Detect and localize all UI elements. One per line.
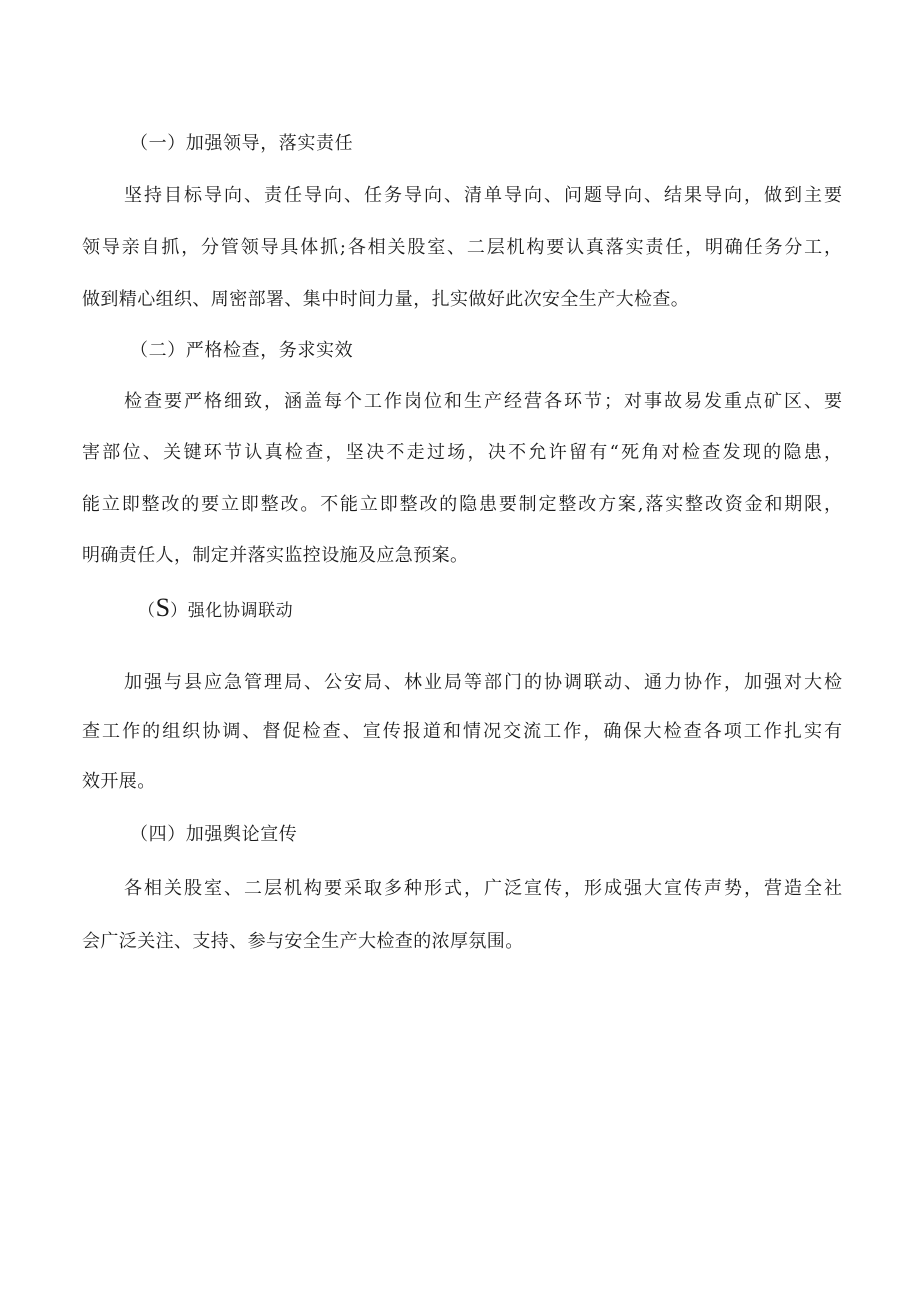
paragraph-line: 各相关股室、二层机构要采取多种形式，广泛宣传，形成强大宣传声势，营造全社 [124,878,842,899]
paragraph-line: 领导亲自抓，分管领导具体抓;各相关股室、二层机构要认真落实责任，明确任务分工， [82,237,842,258]
paragraph-line: 查工作的组织协调、督促检查、宣传报道和情况交流工作，确保大检查各项工作扎实有 [82,721,842,742]
paragraph-line: 害部位、关键环节认真检查，坚决不走过场，决不允许留有“死角对检查发现的隐患， [82,442,842,463]
section-heading-2: （二）严格检查，务求实效 [130,340,354,361]
heading-open-paren: （ [138,601,156,621]
heading-text: 强化协调联动 [187,601,294,621]
section-heading-4: （四）加强舆论宣传 [130,824,298,845]
paragraph-line: 能立即整改的要立即整改。不能立即整改的隐患要制定整改方案,落实整改资金和期限， [82,494,842,515]
section-heading-3 [138,595,293,624]
paragraph-line: 做到精心组织、周密部署、集中时间力量，扎实做好此次安全生产大检查。 [82,289,690,310]
paragraph-line: 会广泛关注、支持、参与安全生产大检查的浓厚氛围。 [82,931,524,952]
section-heading-1: （一）加强领导，落实责任 [130,133,354,154]
heading-mark: S [155,593,171,622]
paragraph-line: 坚持目标导向、责任导向、任务导向、清单导向、问题导向、结果导向，做到主要 [124,185,842,206]
paragraph-line: 效开展。 [82,771,156,792]
heading-close-paren: ） [170,601,188,621]
paragraph-line: 明确责任人，制定并落实监控设施及应急预案。 [82,545,469,566]
paragraph-line: 检查要严格细致，涵盖每个工作岗位和生产经营各环节；对事故易发重点矿区、要 [124,391,842,412]
paragraph-line: 加强与县应急管理局、公安局、林业局等部门的协调联动、通力协作，加强对大检 [124,672,842,693]
